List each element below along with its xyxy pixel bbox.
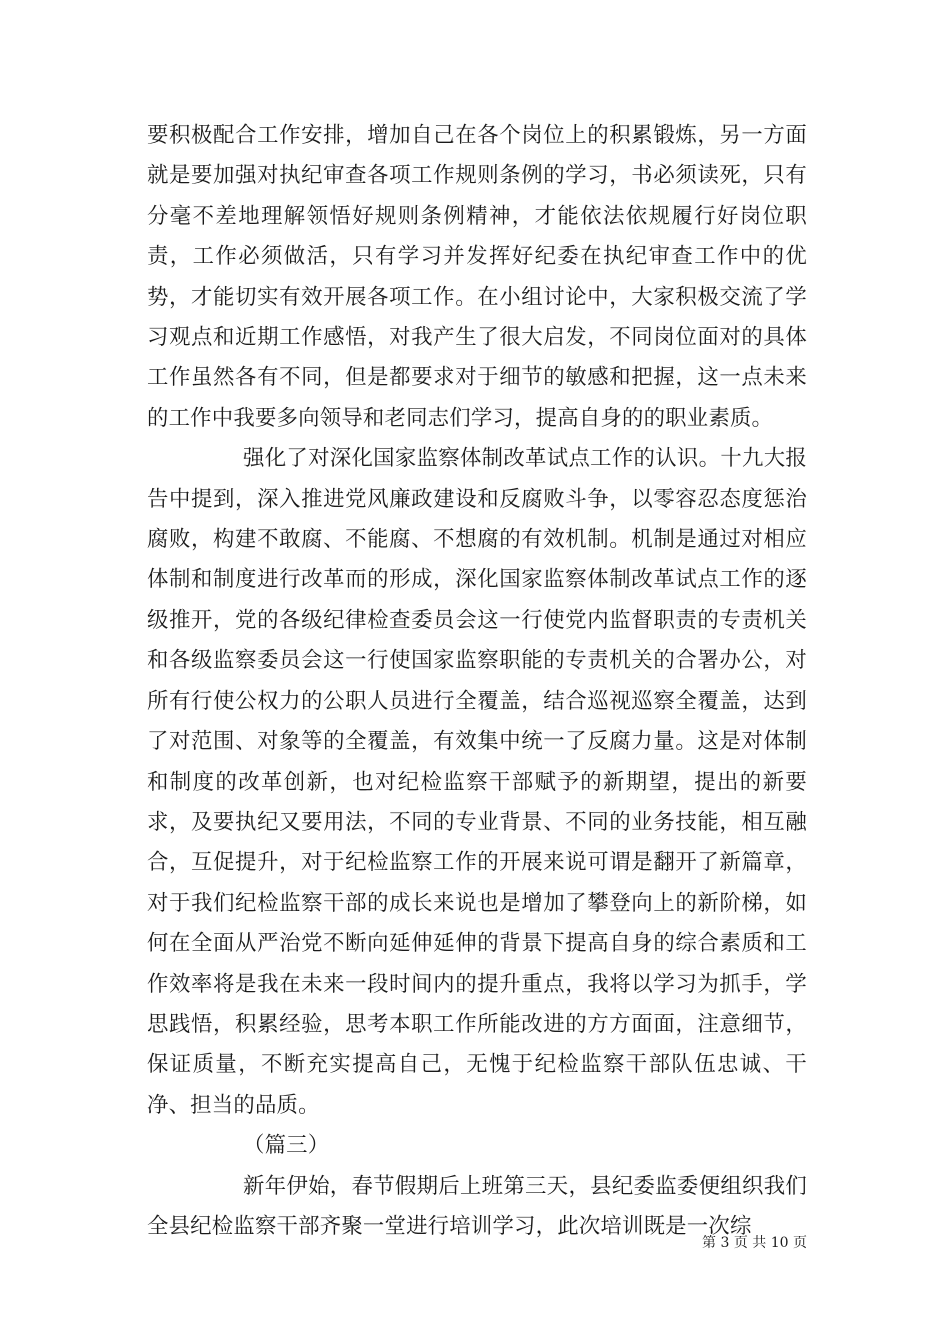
paragraph-reform-awareness: 强化了对深化国家监察体制改革试点工作的认识。十九大报告中提到，深入推进党风廉政建设和反腐败斗争，以零容忍态度惩治腐败，构建不敢腐、不能腐、不想腐的有效机制。机制是通过对相应体制和制度进行改革而的形成，深化国家监察体制改革试点工作的逐级推开，党的各级纪律检查委员会这一行使党内监督职责的专责机关和各级监察委员会这一行使国家监察职能的专责机关的合署办公，对所有行使公权力的公职人员进行全覆盖，结合巡视巡察全覆盖，达到了对范围、对象等的全覆盖，有效集中统一了反腐力量。这是对体制和制度的改革创新，也对纪检监察干部赋予的新期望，提出的新要求，及要执纪又要用法，不同的专业背景、不同的业务技能，相互融合，互促提升，对于纪检监察工作的开展来说可谓是翻开了新篇章，对于我们纪检监察干部的成长来说也是增加了攀登向上的新阶梯，如何在全面从严治党不断向延伸延伸的背景下提高自身的综合素质和工作效率将是我在未来一段时间内的提升重点，我将以学习为抓手，学思践悟，积累经验，思考本职工作所能改进的方方面面，注意细节，保证质量，不断充实提高自己，无愧于纪检监察干部队伍忠诚、干净、担当的品质。 [147, 446, 807, 1118]
document-body [147, 116, 807, 1247]
paragraph-continuation: 要积极配合工作安排，增加自己在各个岗位上的积累锻炼，另一方面就是要加强对执纪审查各项工作规则条例的学习，书必须读死，只有分毫不差地理解领悟好规则条例精神，才能依法依规履行好岗位职责，工作必须做活，只有学习并发挥好纪委在执纪审查工作中的优势，才能切实有效开展各项工作。在小组讨论中，大家积极交流了学习观点和近期工作感悟，对我产生了很大启发，不同岗位面对的具体工作虽然各有不同，但是都要求对于细节的敏感和把握，这一点未来的工作中我要多向领导和老同志们学习，提高自身的的职业素质。 [147, 123, 807, 431]
page-number-footer: 第 3 页 共 10 页 [702, 1235, 807, 1251]
paragraph-new-year-training: 新年伊始，春节假期后上班第三天，县纪委监委便组织我们全县纪检监察干部齐聚一堂进行培训学习，此次培训既是一次综 [147, 1173, 807, 1239]
section-heading-part-three: （篇三） [243, 1133, 330, 1159]
